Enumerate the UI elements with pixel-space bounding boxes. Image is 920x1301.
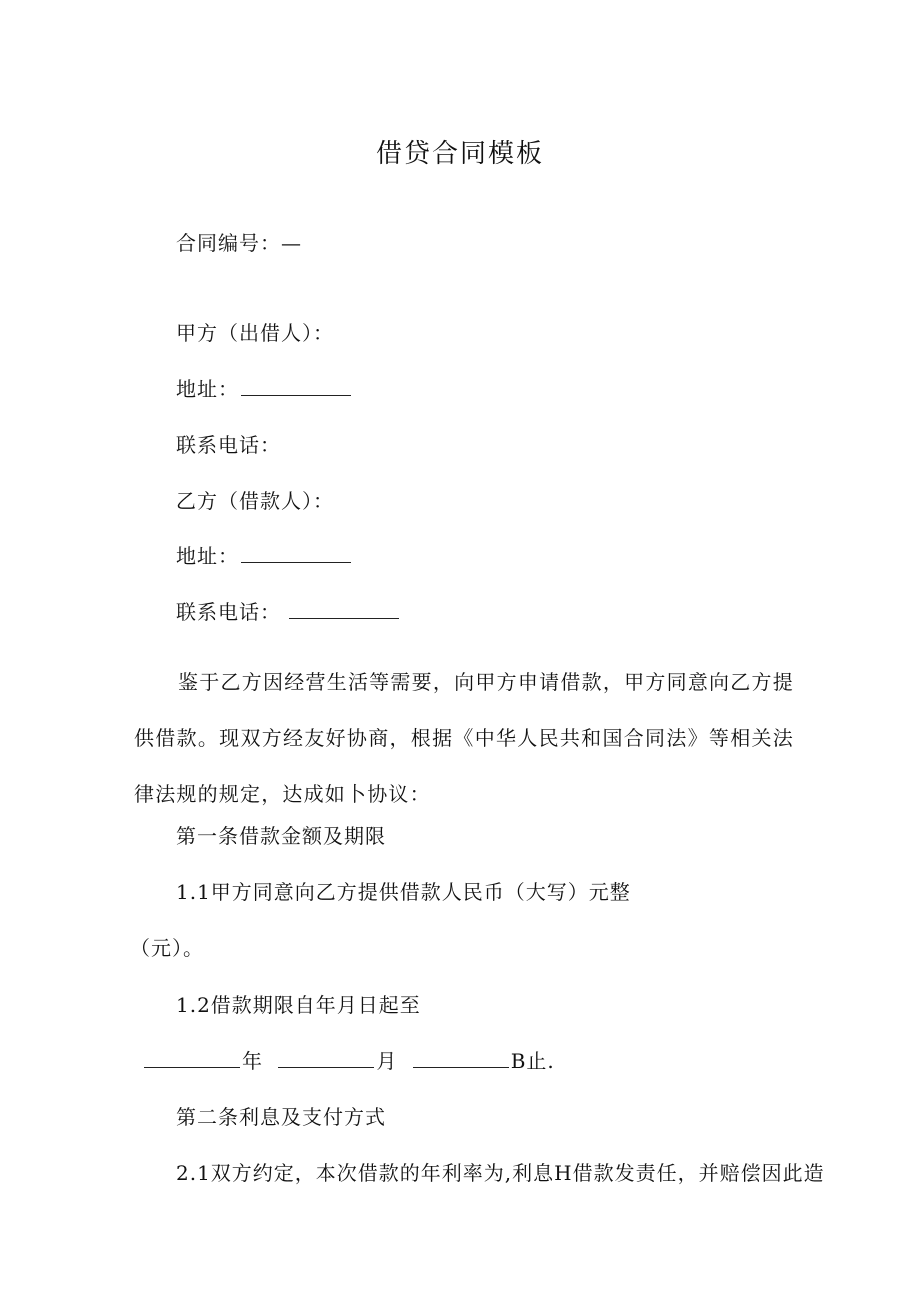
- party-b-phone: [176, 599, 401, 625]
- address-blank: [241, 544, 351, 563]
- end-date-line: [142, 1048, 555, 1074]
- clause-1-2: 1.2借款期限自年月日起至: [176, 993, 421, 1017]
- party-b-address: [176, 543, 353, 569]
- month-label: 月: [376, 1049, 398, 1073]
- clause-1-1-continued: （元）。: [130, 936, 204, 960]
- address-blank: [241, 377, 351, 396]
- contract-number-label: 合同编号：—: [176, 231, 302, 255]
- article-1-title: 第一条借款金额及期限: [176, 824, 386, 848]
- month-blank: [278, 1049, 374, 1068]
- year-blank: [144, 1049, 240, 1068]
- phone-label: 联系电话：: [176, 600, 281, 624]
- party-b-label: 乙方（借款人）：: [176, 489, 334, 513]
- address-label: 地址：: [176, 377, 239, 401]
- end-label: B止.: [510, 1049, 555, 1073]
- party-a-label: 甲方（出借人）：: [176, 321, 334, 345]
- address-label: 地址：: [176, 544, 239, 568]
- phone-blank: [289, 600, 399, 619]
- clause-2-1: 2.1双方约定，本次借款的年利率为,利息H借款发责任，并赔偿因此造: [176, 1161, 825, 1185]
- party-a-address: [176, 376, 353, 402]
- party-a-phone-label: 联系电话：: [176, 433, 281, 457]
- year-label: 年: [242, 1049, 263, 1073]
- clause-1-1: 1.1甲方同意向乙方提供借款人民币（大写）元整: [176, 880, 631, 904]
- document-title: 借贷合同模板: [375, 139, 544, 169]
- preamble-paragraph: 鉴于乙方因经营生活等需要，向甲方申请借款，甲方同意向乙方提供借款。现双方经友好协商，根据《中华人民共和国合同法》等相关法律法规的规定，达成如卜协议：: [134, 670, 794, 806]
- day-blank: [413, 1049, 509, 1068]
- article-2-title: 第二条利息及支付方式: [176, 1105, 386, 1129]
